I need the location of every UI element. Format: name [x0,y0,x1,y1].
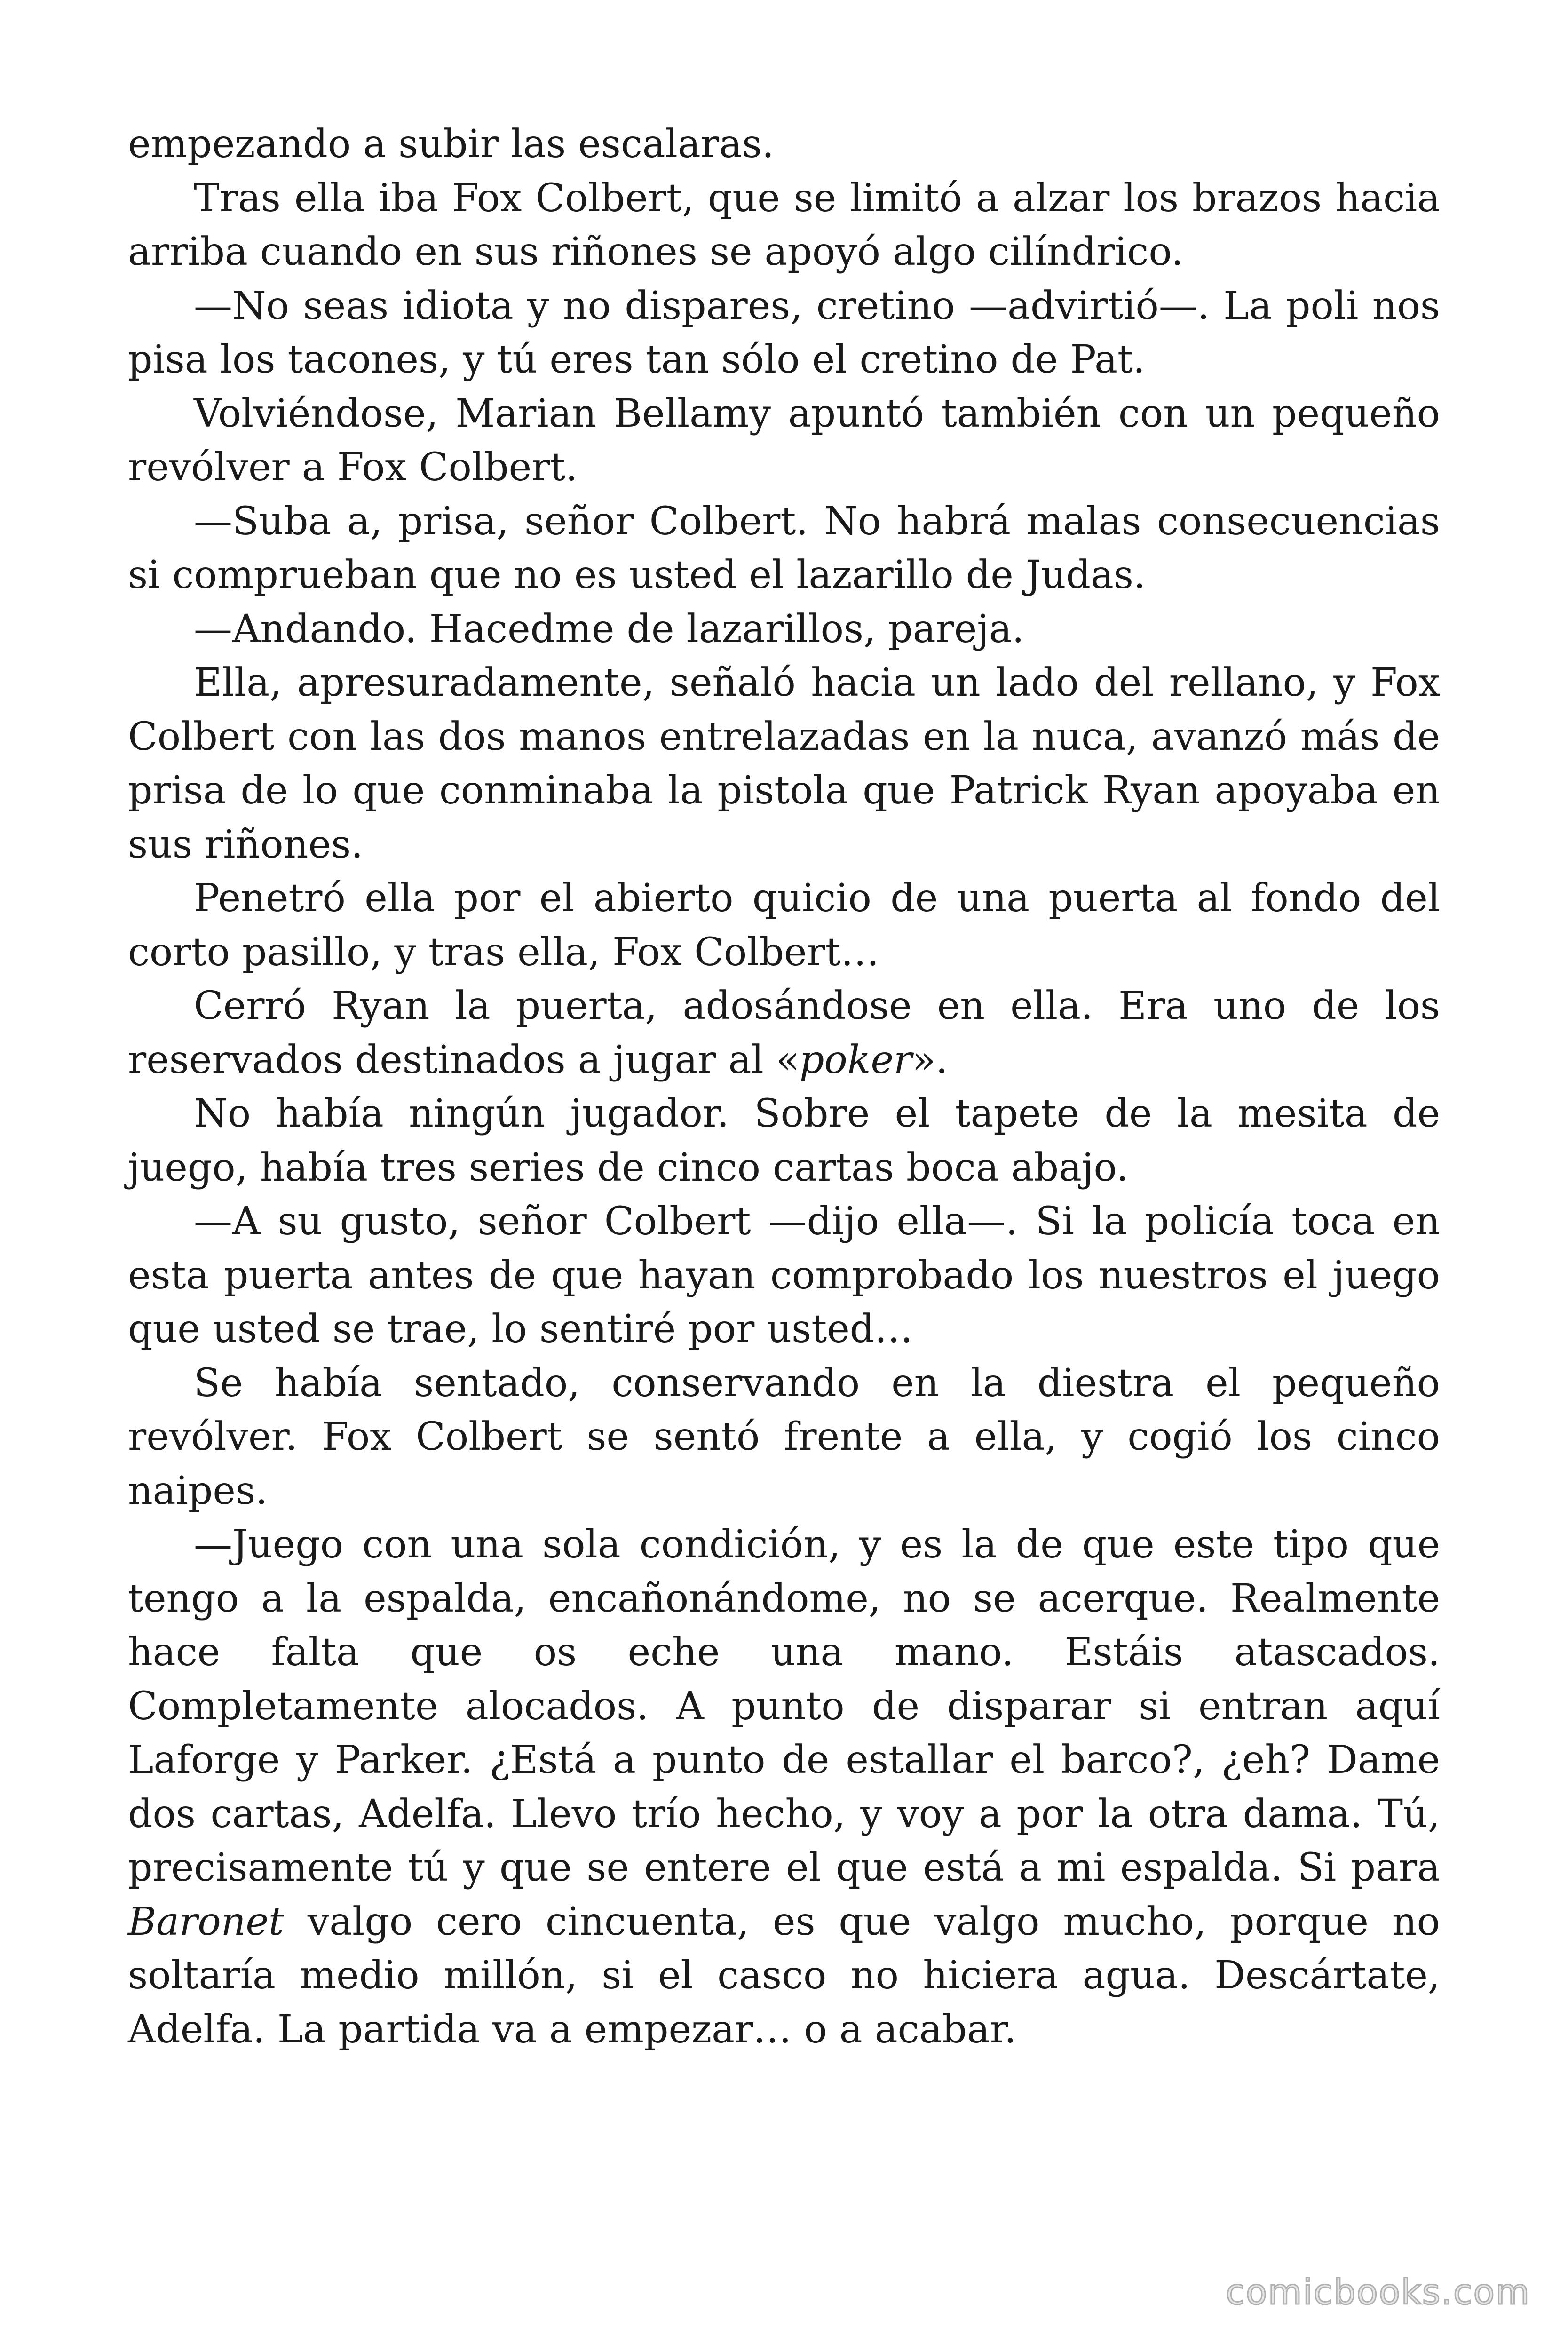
paragraph-1: empezando a subir las escalaras. [128,122,774,167]
paragraph-13-text-a: —Juego con una sola condición, y es la de que este tipo que tengo a la espalda, encañonándome, no se acerque. Realmente hace falta que os eche una mano. Estáis atascados. Completamente alocados. A punto de disparar si entran aquí Laforge y Parker. ¿Está a punto de estallar el barco?, ¿eh? Dame dos cartas, Adelfa. Llevo trío hecho, y voy a por la otra dama. Tú, precisamente tú y que se entere el que está a mi espalda. Si para [128,1522,1440,1890]
paragraph-9-italic: poker [799,1037,912,1082]
paragraph-7: Ella, apresuradamente, señaló hacia un lado del rellano, y Fox Colbert con las dos manos entrelazadas en la nuca, avanzó más de prisa de lo que conminaba la pistola que Patrick Ryan apoyaba en sus riñones. [128,660,1440,867]
paragraph-2: Tras ella iba Fox Colbert, que se limitó a alzar los brazos hacia arriba cuando en sus riñones se apoyó algo cilíndrico. [128,175,1440,274]
paragraph-10: No había ningún jugador. Sobre el tapete de la mesita de juego, había tres series de cinco cartas boca abajo. [128,1091,1440,1190]
paragraph-11: —A su gusto, señor Colbert —dijo ella—. Si la policía toca en esta puerta antes de que hayan comprobado los nuestros el juego que usted se trae, lo sentiré por usted… [128,1199,1440,1351]
paragraph-12: Se había sentado, conservando en la diestra el pequeño revólver. Fox Colbert se sentó frente a ella, y cogió los cinco naipes. [128,1360,1440,1513]
paragraph-6: —Andando. Hacedme de lazarillos, pareja. [194,606,1024,652]
paragraph-13-italic: Baronet [128,1899,285,1944]
paragraph-9-text-b: ». [912,1037,948,1082]
paragraph-13 [128,1518,1440,2057]
paragraph-9-text-a: Cerró Ryan la puerta, adosándose en ella. Era uno de los reservados destinados a jugar al « [128,984,1440,1082]
watermark: comicbooks.com [1226,2272,1530,2312]
body-text [128,118,1440,2057]
paragraph-9 [128,979,1440,1087]
paragraph-13-text-b: valgo cero cincuenta, es que valgo mucho, porque no soltaría medio millón, si el casco no hiciera agua. Descártate, Adelfa. La partida va a empezar… o a acabar. [128,1899,1440,2052]
paragraph-3: —No seas idiota y no dispares, cretino —advirtió—. La poli nos pisa los tacones, y tú eres tan sólo el cretino de Pat. [128,283,1440,382]
paragraph-4: Volviéndose, Marian Bellamy apuntó también con un pequeño revólver a Fox Colbert. [128,391,1440,490]
paragraph-5: —Suba a, prisa, señor Colbert. No habrá malas consecuencias si comprueban que no es usted el lazarillo de Judas. [128,499,1440,597]
paragraph-8: Penetró ella por el abierto quicio de una puerta al fondo del corto pasillo, y tras ella, Fox Colbert… [128,876,1440,975]
